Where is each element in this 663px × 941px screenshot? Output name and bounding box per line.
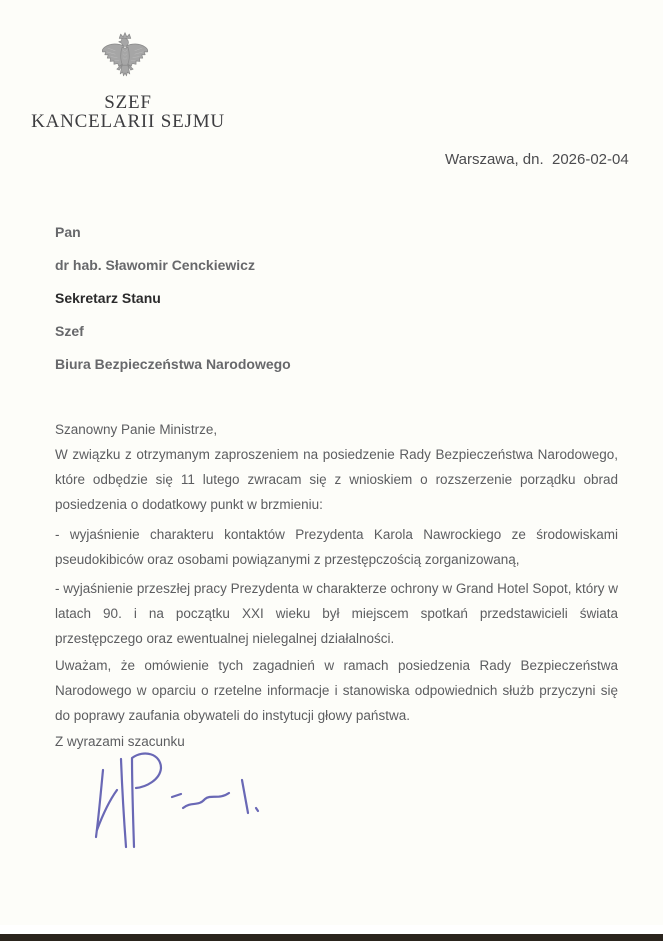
body-paragraph: - wyjaśnienie przeszłej pracy Prezydenta w charakterze ochrony w Grand Hotel Sopot, który w latach 90. i na początku XXI wieku był miejscem spotkań przedstawicieli świata przestępczego oraz ewentualnej nielegalnej działalności. xyxy=(55,581,618,646)
dateline: Warszawa, dn. 2026-02-04 xyxy=(445,151,629,168)
recipient-line-title: Sekretarz Stanu xyxy=(55,290,161,306)
recipient-line-name: dr hab. Sławomir Cenckiewicz xyxy=(55,257,255,273)
recipient-line-salutation-word: Pan xyxy=(55,224,81,240)
body-paragraph: - wyjaśnienie charakteru kontaktów Prezydenta Karola Nawrockiego ze środowiskami pseudokibiców oraz osobami powiązanymi z przestępczością zorganizowaną, xyxy=(55,527,618,567)
closing-phrase: Z wyrazami szacunku xyxy=(55,734,185,749)
scan-white-strip xyxy=(0,925,663,934)
recipient-line-position: Szef xyxy=(55,323,84,339)
salutation: Szanowny Panie Ministrze, xyxy=(55,422,218,437)
polish-eagle-emblem-icon xyxy=(101,31,149,89)
body-paragraph: Uważam, że omówienie tych zagadnień w ramach posiedzenia Rady Bezpieczeństwa Narodowego w oparciu o rzetelne informacje i stanowiska odpowiednich służb przyczyni się do poprawy zaufania obywateli do instytucji głowy państwa. xyxy=(55,658,618,723)
scan-edge-bar xyxy=(0,934,663,941)
letterhead-title xyxy=(0,93,256,131)
body-paragraph: W związku z otrzymanym zaproszeniem na posiedzenie Rady Bezpieczeństwa Narodowego, które odbędzie się 11 lutego zwracam się z wnioskiem o rozszerzenie porządku obrad posiedzenia o dodatkowy punkt w brzmieniu: xyxy=(55,447,618,512)
letterhead-title-line2: KANCELARII SEJMU xyxy=(31,111,225,132)
recipient-line-institution: Biura Bezpieczeństwa Narodowego xyxy=(55,356,291,372)
handwritten-signature xyxy=(70,746,270,856)
recipient-block xyxy=(55,216,291,381)
letterhead-title-line1: SZEF xyxy=(104,92,152,113)
letter-body xyxy=(55,417,618,754)
